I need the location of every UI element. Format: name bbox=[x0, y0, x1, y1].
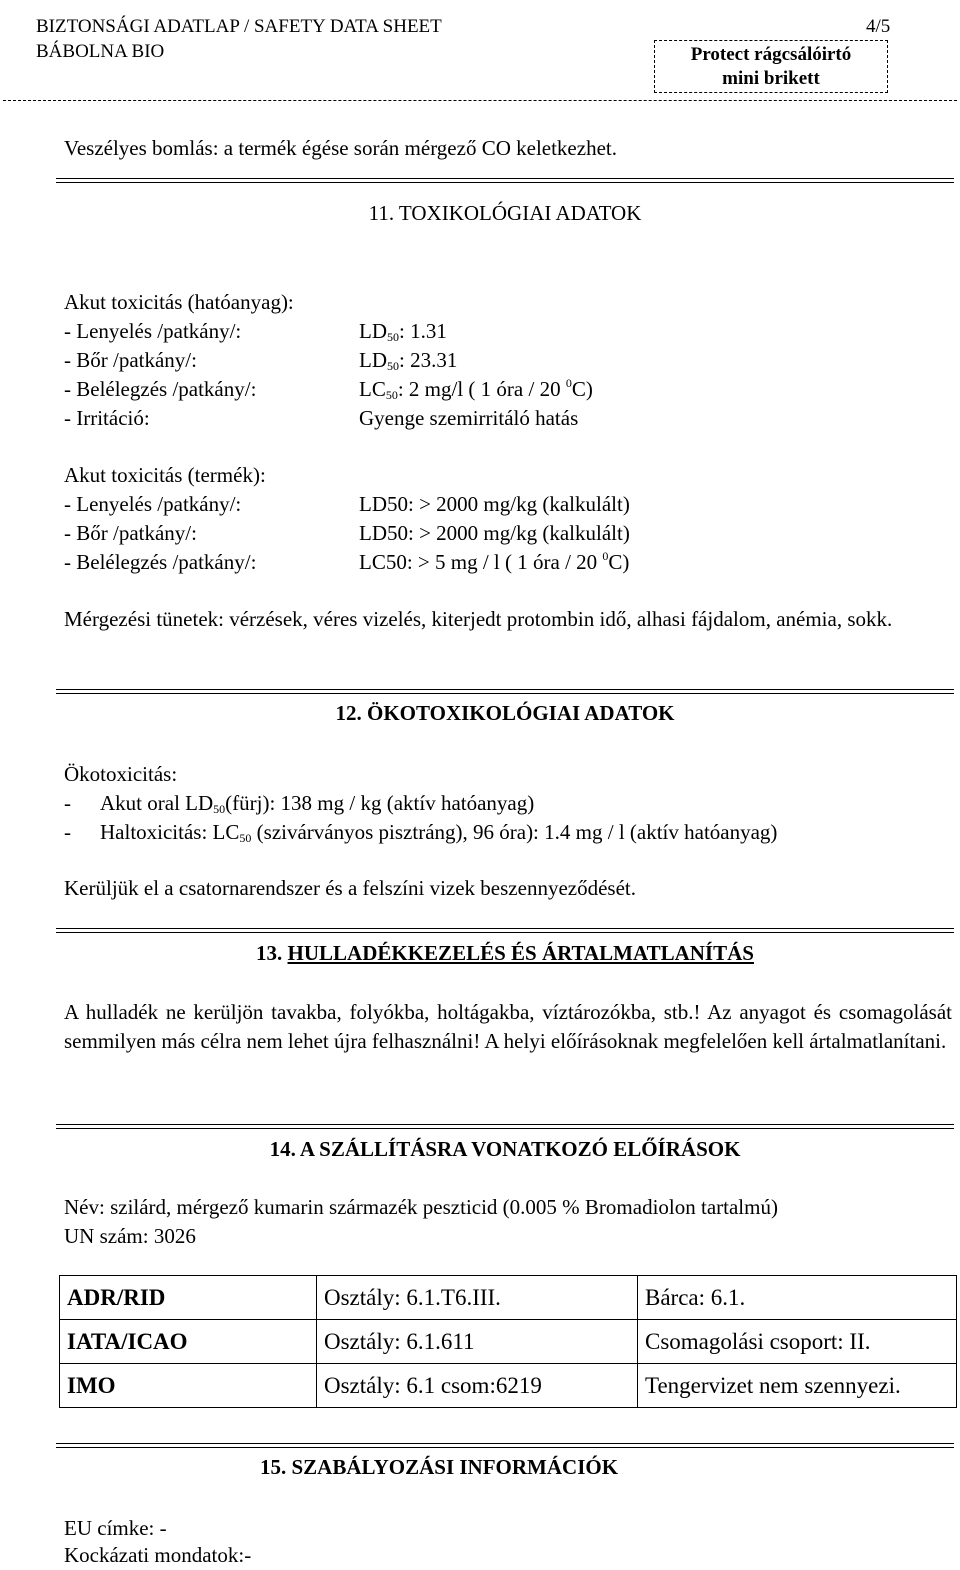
transport-mode: IATA/ICAO bbox=[60, 1320, 317, 1364]
eco-item-pre: Haltoxicitás: LC bbox=[100, 820, 240, 844]
eco-item-dash: - bbox=[64, 820, 71, 844]
toxicity-value-part: C) bbox=[608, 550, 630, 574]
toxicity-route-label: - Bőr /patkány/: bbox=[64, 348, 197, 372]
toxicity-value-part: LD50: > 2000 mg/kg (kalkulált) bbox=[359, 521, 630, 545]
toxicity-value-part: : 1.31 bbox=[399, 319, 447, 343]
section-14-title: 14. A SZÁLLÍTÁSRA VONATKOZÓ ELŐÍRÁSOK bbox=[269, 1137, 741, 1161]
eco-item-post: (fürj): 138 mg / kg (aktív hatóanyag) bbox=[225, 791, 535, 815]
product-name-line1: Protect rágcsálóirtó bbox=[690, 44, 852, 65]
toxicity-route-label: - Lenyelés /patkány/: bbox=[64, 319, 242, 343]
product-name-line2: mini brikett bbox=[722, 68, 820, 89]
toxicity-value-part: LC bbox=[359, 377, 386, 401]
section-11-title-text: 11. TOXIKOLÓGIAI ADATOK bbox=[368, 201, 642, 225]
transport-mode: IMO bbox=[60, 1364, 317, 1408]
transport-extra: Tengervizet nem szennyezi. bbox=[638, 1364, 957, 1408]
toxicity-value-part: 50 bbox=[387, 359, 399, 373]
toxicity-value-part: : 23.31 bbox=[399, 348, 458, 372]
transport-name: Név: szilárd, mérgező kumarin származék peszticid (0.005 % Bromadiolon tartalmú) bbox=[64, 1195, 778, 1219]
waste-text: A hulladék ne kerüljön tavakba, folyókba, holtágakba, víztározókba, stb.! Az anyagot és csomagolását semmilyen más célra nem lehet újra felhasználni! A helyi előírásoknak megfelelően kell ártalmatlanítani. bbox=[64, 1000, 952, 1053]
eco-item-dash: - bbox=[64, 791, 71, 815]
eu-label: EU címke: - bbox=[64, 1516, 167, 1540]
decomposition-text: Veszélyes bomlás: a termék égése során mérgező CO keletkezhet. bbox=[64, 136, 617, 160]
toxicity-value-part: LD50: > 2000 mg/kg (kalkulált) bbox=[359, 492, 630, 516]
section-11-rule bbox=[56, 178, 954, 183]
toxicity-value bbox=[359, 404, 578, 433]
toxicity-value-part: LD bbox=[359, 319, 387, 343]
toxicity-route-label: - Bőr /patkány/: bbox=[64, 521, 197, 545]
toxicity-value-part: : 2 mg/l ( 1 óra / 20 bbox=[397, 377, 566, 401]
section-13-title-text: HULLADÉKKEZELÉS ÉS ÁRTALMATLANÍTÁS bbox=[287, 941, 754, 965]
eco-item-text bbox=[100, 818, 777, 847]
toxicity-route-label: - Belélegzés /patkány/: bbox=[64, 550, 257, 574]
company-name: BÁBOLNA BIO bbox=[36, 41, 165, 62]
eco-item-sub: 50 bbox=[213, 802, 226, 816]
transport-class: Osztály: 6.1 csom:6219 bbox=[317, 1364, 638, 1408]
eco-item-text bbox=[100, 789, 534, 818]
eco-heading: Ökotoxicitás: bbox=[64, 762, 178, 786]
document-title: BIZTONSÁGI ADATLAP / SAFETY DATA SHEET bbox=[36, 16, 442, 37]
transport-extra: Bárca: 6.1. bbox=[638, 1276, 957, 1320]
eco-item-pre: Akut oral LD bbox=[100, 791, 214, 815]
section-12-rule bbox=[56, 689, 954, 694]
toxicity-route-label: - Lenyelés /patkány/: bbox=[64, 492, 242, 516]
eco-item-sub: 50 bbox=[239, 831, 252, 845]
eco-item bbox=[64, 818, 778, 847]
toxicity-route-label: - Irritáció: bbox=[64, 406, 150, 430]
page-number: 4/5 bbox=[866, 16, 891, 37]
section-15-title: 15. SZABÁLYOZÁSI INFORMÁCIÓK bbox=[260, 1455, 619, 1479]
risk-phrases: Kockázati mondatok:- bbox=[64, 1543, 252, 1567]
section-13-title bbox=[56, 939, 954, 967]
toxicity-value-part: 50 bbox=[387, 330, 399, 344]
eco-item-post: (szivárványos pisztráng), 96 óra): 1.4 mg / l (aktív hatóanyag) bbox=[251, 820, 778, 844]
toxicity-value-part: C) bbox=[571, 377, 593, 401]
un-number: UN szám: 3026 bbox=[64, 1224, 196, 1248]
section-15-rule bbox=[56, 1443, 954, 1448]
transport-class: Osztály: 6.1.T6.III. bbox=[317, 1276, 638, 1320]
toxicity-value-part: 50 bbox=[385, 388, 398, 402]
toxicity-value-part: LD bbox=[359, 348, 387, 372]
active-toxicity-heading: Akut toxicitás (hatóanyag): bbox=[64, 290, 294, 314]
transport-table bbox=[59, 1275, 957, 1408]
toxicity-value-part: 0 bbox=[602, 549, 609, 563]
header-rule bbox=[3, 100, 957, 101]
toxicity-value bbox=[359, 375, 593, 404]
table-row bbox=[60, 1364, 957, 1408]
section-13-number: 13. bbox=[256, 941, 283, 965]
toxicity-value-part: Gyenge szemirritáló hatás bbox=[359, 406, 579, 430]
table-row bbox=[60, 1320, 957, 1364]
toxicity-value bbox=[359, 519, 630, 548]
toxicity-value bbox=[359, 548, 629, 577]
transport-mode: ADR/RID bbox=[60, 1276, 317, 1320]
toxicity-value-part: LC50: > 5 mg / l ( 1 óra / 20 bbox=[359, 550, 603, 574]
transport-class: Osztály: 6.1.611 bbox=[317, 1320, 638, 1364]
toxicity-value-part: 0 bbox=[565, 376, 572, 390]
toxicity-value bbox=[359, 317, 447, 346]
section-12-title: 12. ÖKOTOXIKOLÓGIAI ADATOK bbox=[335, 701, 675, 725]
section-13-rule bbox=[56, 928, 954, 933]
transport-extra: Csomagolási csoport: II. bbox=[638, 1320, 957, 1364]
toxicity-route-label: - Belélegzés /patkány/: bbox=[64, 377, 257, 401]
product-name-box bbox=[654, 40, 888, 93]
table-row bbox=[60, 1276, 957, 1320]
section-14-rule bbox=[56, 1124, 954, 1129]
section-11-title bbox=[56, 199, 954, 227]
symptoms-text: Mérgezési tünetek: vérzések, véres vizelés, kiterjedt protombin idő, alhasi fájdalom, anémia, sokk. bbox=[64, 607, 893, 631]
toxicity-value bbox=[359, 346, 457, 375]
toxicity-value bbox=[359, 490, 630, 519]
product-toxicity-heading: Akut toxicitás (termék): bbox=[64, 463, 266, 487]
eco-note: Kerüljük el a csatornarendszer és a felszíni vizek beszennyeződését. bbox=[64, 876, 636, 900]
eco-item bbox=[64, 789, 535, 818]
